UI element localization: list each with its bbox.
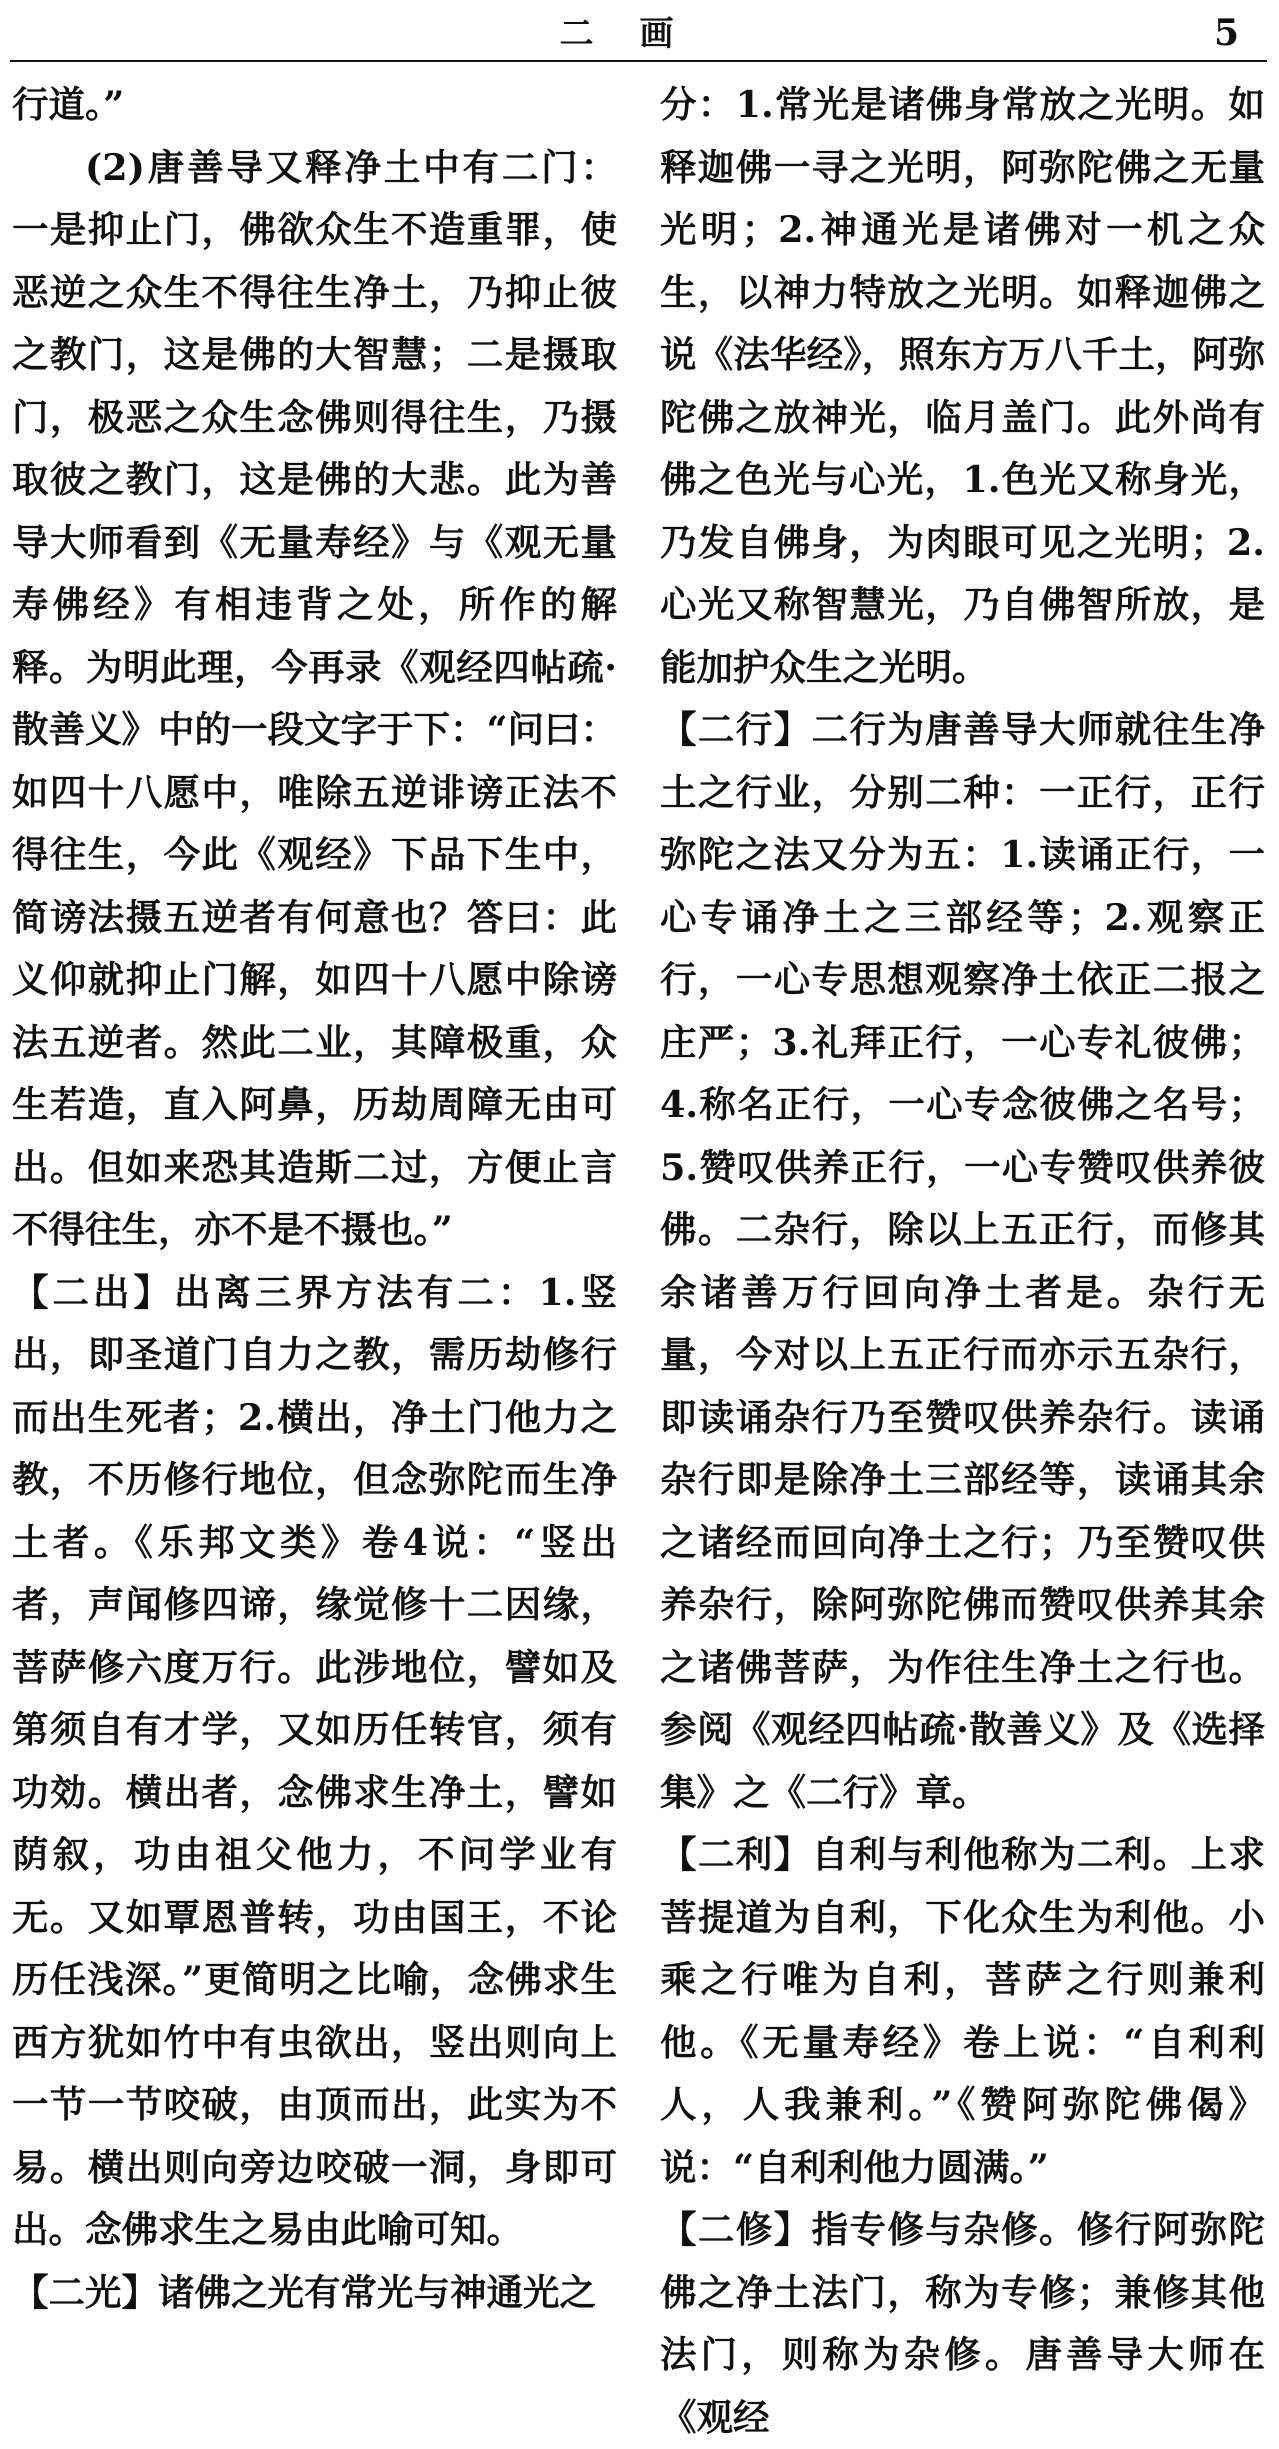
paragraph: 分：1.常光是诸佛身常放之光明。如释迦佛一寻之光明，阿弥陀佛之无量光明；2.神通光是诸佛对一机之众生，以神力特放之光明。如释迦佛之说《法华经》，照东方万八千土，阿弥陀佛之放神光，临月盖门。此外尚有佛之色光与心光，1.色光又称身光，乃发自佛身，为肉眼可见之光明；2.心光又称智慧光，乃自佛智所放，是能加护众生之光明。 [660,83,1265,689]
entry-er-guang [12,2262,617,2325]
entry-text: 自利与利他称为二利。上求菩提道为自利，下化众生为利他。小乘之行唯为自利，菩萨之行则兼利他。《无量寿经》卷上说：“自利利人，人我兼利。”《赞阿弥陀佛偈》说：“自利利他力圆满。” [660,1833,1266,2189]
page-header [0,0,1279,62]
entry-term: 【二行】 [660,708,812,751]
entry-text: 出离三界方法有二：1.竖出，即圣道门自力之教，需历劫修行而出生死者；2.横出，净土门他力之教，不历修行地位，但念弥陀而生净土者。《乐邦文类》卷4说：“竖出者，声闻修四谛，缘觉修十二因缘，菩萨修六度万行。此涉地位，譬如及第须自有才学，又如历任转官，须有功効。横出者，念佛求生净土，譬如荫叙，功由祖父他力，不问学业有无。又如覃恩普转，功由国王，不论历任浅深。”更简明之比喻，念佛求生西方犹如竹中有虫欲出，竖出则向上一节一节咬破，由顶而出，此实为不易。横出则向旁边咬破一洞，身即可出。念佛求生之易由此喻可知。 [12,1270,617,2251]
header-rule [10,60,1267,62]
entry-text: 诸佛之光有常光与神通光之 [158,2270,596,2314]
entry-term: 【二光】 [12,2270,158,2314]
entry-er-li [660,1824,1265,2199]
left-column [12,74,617,2324]
entry-er-xiu [660,2199,1265,2449]
entry-text: 指专修与杂修。修行阿弥陀佛之净土法门，称为专修；兼修其他法门，则称为杂修。唐善导大师在《观经 [660,2208,1266,2439]
entry-term: 【二出】 [12,1270,174,1314]
entry-text: 二行为唐善导大师就往生净土之行业，分别二种：一正行，正行弥陀之法又分为五：1.读诵正行，一心专诵净土之三部经等；2.观察正行，一心专思想观察净土依正二报之庄严；3.礼拜正行，一心专礼彼佛；4.称名正行，一心专念彼佛之名号；5.赞叹供养正行，一心专赞叹供养彼佛。二杂行，除以上五正行，而修其余诸善万行回向净土者是。杂行无量，今对以上五正行而亦示五杂行，即读诵杂行乃至赞叹供养杂行。读诵杂行即是除净土三部经等，读诵其余之诸经而回向净土之行；乃至赞叹供养杂行，除阿弥陀佛而赞叹供养其余之诸佛菩萨，为作往生净土之行也。参阅《观经四帖疏·散善义》及《选择集》之《二行》章。 [660,708,1266,1814]
entry-er-chu [12,1262,617,2262]
entry-term: 【二修】 [660,2208,812,2251]
page-number: 5 [1213,12,1239,54]
paragraph: 行道。” [12,83,125,126]
entry-er-xing [660,699,1265,1824]
header-title: 二画 [559,14,720,54]
entry-term: 【二利】 [660,1833,812,1876]
right-column [660,74,1265,2449]
paragraph: (2)唐善导又释净土中有二门：一是抑止门，佛欲众生不造重罪，使恶逆之众生不得往生净土，乃抑止彼之教门，这是佛的大智慧；二是摄取门，极恶之众生念佛则得往生，乃摄取彼之教门，这是佛的大悲。此为善导大师看到《无量寿经》与《观无量寿佛经》有相违背之处，所作的解释。为明此理，今再录《观经四帖疏·散善义》中的一段文字于下：“问曰：如四十八愿中，唯除五逆诽谤正法不得往生，今此《观经》下品下生中，简谤法摄五逆者有何意也？答曰：此义仰就抑止门解，如四十八愿中除谤法五逆者。然此二业，其障极重，众生若造，直入阿鼻，历劫周障无由可出。但如来恐其造斯二过，方便止言不得往生，亦不是不摄也。” [12,145,617,1251]
